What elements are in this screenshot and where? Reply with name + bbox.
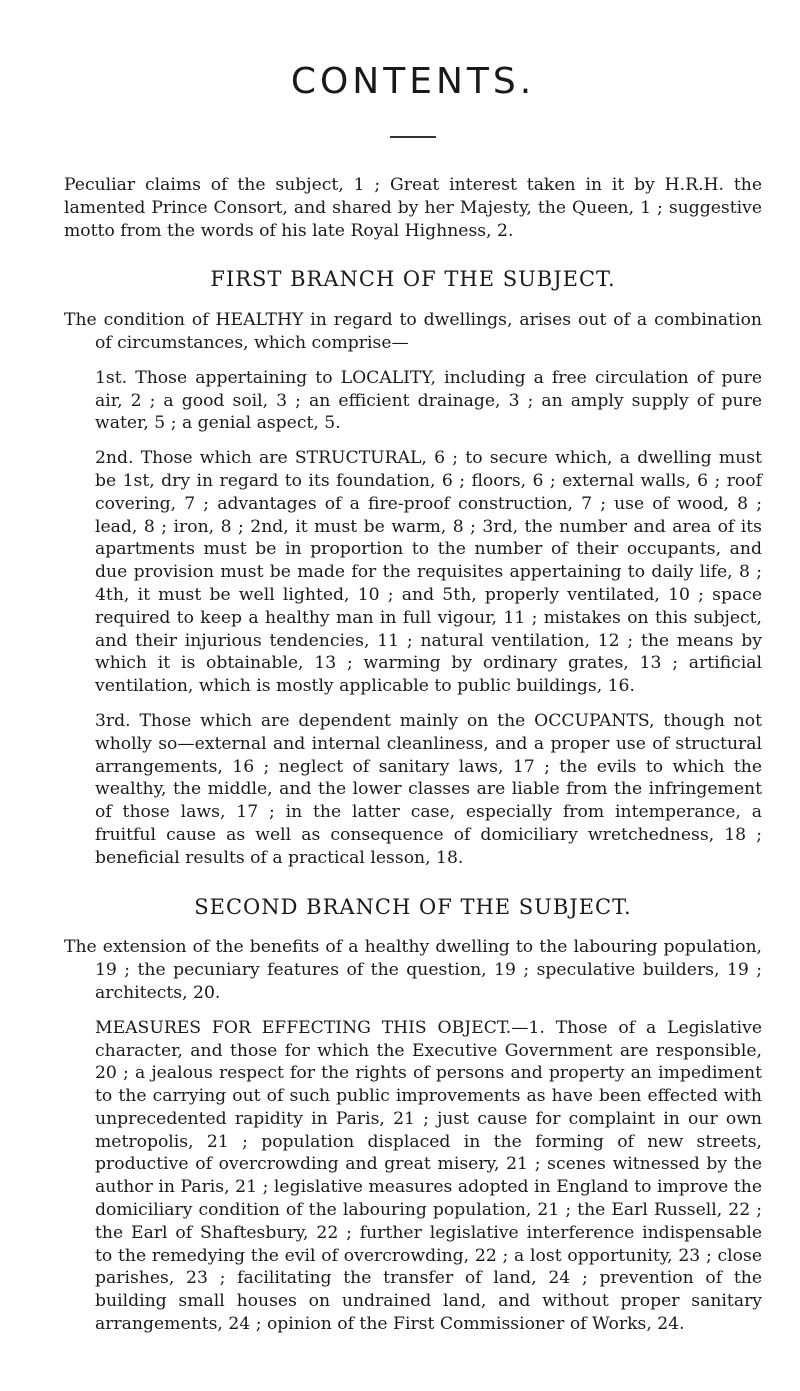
- first-branch-item-occupants: 3rd. Those which are dependent mainly on the OCCUPANTS, though not wholly so—external and internal cleanliness, and a proper use of structural arrangements, 16 ; neglect of sanitary laws, 17 ; the evils to which the wealthy, the middle, and the lower classes are liable from the infringement of those laws, 17 ; in the latter case, especially from intemperance, a fruitful cause as well as consequence of domiciliary wretchedness, 18 ; beneficial results of a practical lesson, 18.: [95, 710, 762, 868]
- title-divider: [390, 136, 436, 138]
- second-branch-measures: MEASURES FOR EFFECTING THIS OBJECT.—1. Those of a Legislative character, and those for which the Executive Government are responsible, 20 ; a jealous respect for the rights of persons and property an impediment to the carrying out of such public improvements as have been effected with unprecedented rapidity in Paris, 21 ; just cause for complaint in our own metropolis, 21 ; population displaced in the forming of new streets, productive of overcrowding and great misery, 21 ; scenes witnessed by the author in Paris, 21 ; legislative measures adopted in England to improve the domiciliary condition of the labouring population, 21 ; the Earl Russell, 22 ; the Earl of Shaftesbury, 22 ; further legislative interference indispensable to the remedying the evil of overcrowding, 22 ; a lost opportunity, 23 ; close parishes, 23 ; facilitating the transfer of land, 24 ; prevention of the building small houses on undrained land, and without proper sanitary arrangements, 24 ; opinion of the First Commissioner of Works, 24.: [95, 1017, 762, 1335]
- second-branch-lead: The extension of the benefits of a healthy dwelling to the labouring population, 19 ; the pecuniary features of the question, 19 ; speculative builders, 19 ; architects, 20.: [64, 937, 762, 1003]
- first-branch-item-structural: 2nd. Those which are STRUCTURAL, 6 ; to secure which, a dwelling must be 1st, dry in regard to its foundation, 6 ; floors, 6 ; external walls, 6 ; roof covering, 7 ; advantages of a fire-proof construction, 7 ; use of wood, 8 ; lead, 8 ; iron, 8 ; 2nd, it must be warm, 8 ; 3rd, the number and area of its apartments must be in proportion to the number of their occupants, and due provision must be made for the requisites appertaining to daily life, 8 ; 4th, it must be well lighted, 10 ; and 5th, properly ventilated, 10 ; space required to keep a healthy man in full vigour, 11 ; mistakes on this subject, and their injurious tendencies, 11 ; natural ventilation, 12 ; the means by which it is obtainable, 13 ; warming by ordinary grates, 13 ; artificial ventilation, which is mostly applicable to public buildings, 16.: [95, 448, 762, 697]
- first-branch-item-locality: 1st. Those appertaining to LOCALITY, including a free circulation of pure air, 2 ; a good soil, 3 ; an efficient drainage, 3 ; an amply supply of pure water, 5 ; a genial aspect, 5.: [95, 367, 762, 434]
- second-branch-heading: SECOND BRANCH OF THE SUBJECT.: [194, 894, 632, 919]
- first-branch-lead: The condition of HEALTHY in regard to dwellings, arises out of a combination of circumstances, which comprise—: [64, 310, 762, 353]
- page-title: CONTENTS.: [290, 61, 536, 102]
- first-branch-heading: FIRST BRANCH OF THE SUBJECT.: [210, 267, 616, 292]
- intro-paragraph: Peculiar claims of the subject, 1 ; Great interest taken in it by H.R.H. the lamented Prince Consort, and shared by her Majesty, the Queen, 1 ; suggestive motto from the words of his late Royal Highness, 2.: [64, 175, 762, 241]
